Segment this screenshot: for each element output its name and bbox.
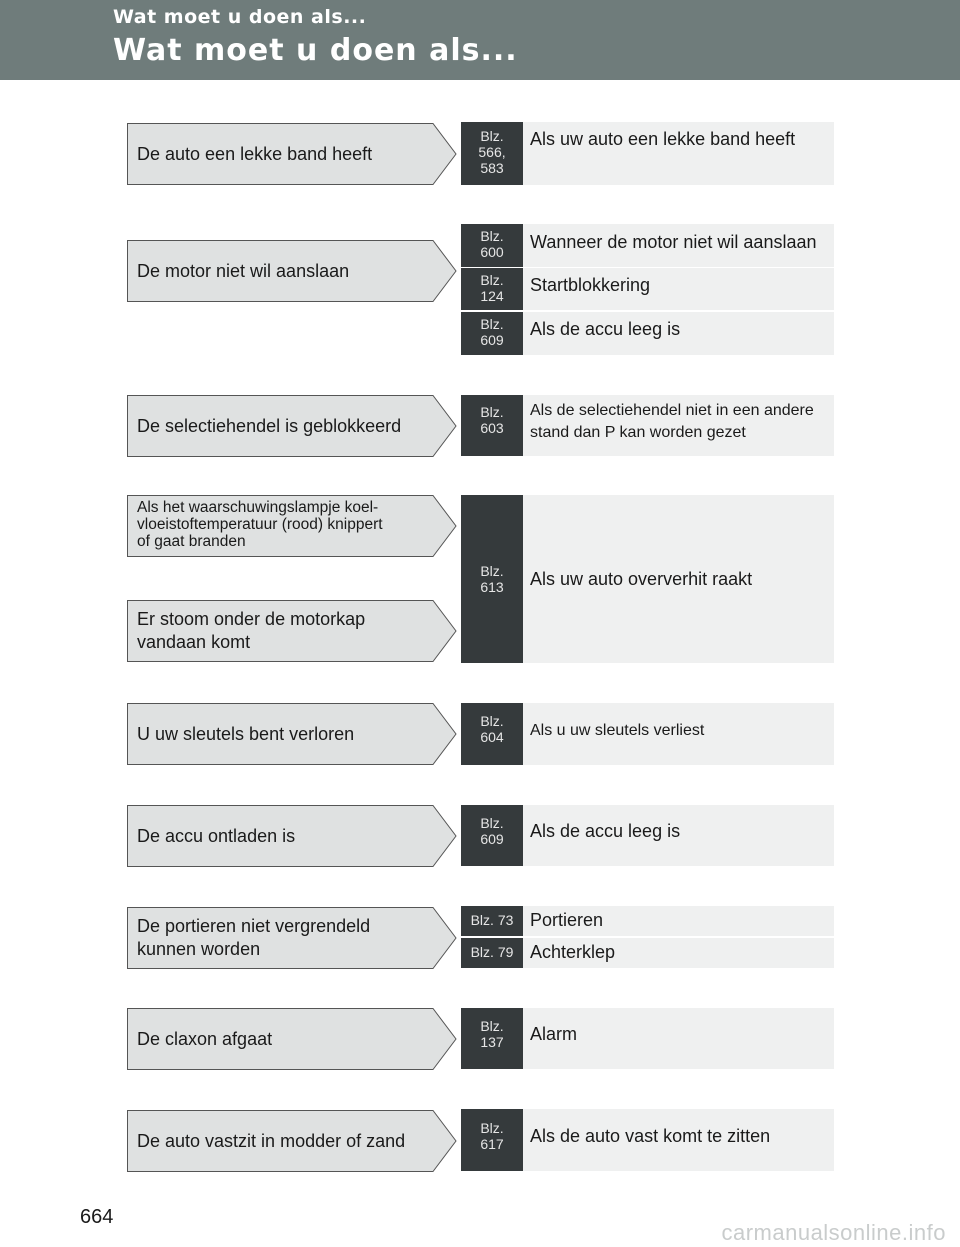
page-ref-badge: Blz. 603 [461, 395, 523, 456]
condition-box [127, 395, 457, 457]
condition-box [127, 1008, 457, 1070]
reference-text: Startblokkering [523, 268, 834, 310]
reference-text: Als uw auto een lekke band heeft [523, 122, 834, 185]
reference-text: Als u uw sleutels verliest [523, 703, 834, 765]
reference-text: Wanneer de motor niet wil aanslaan [523, 224, 834, 267]
condition-label: De accu ontladen is [137, 825, 296, 846]
condition-box [127, 240, 457, 302]
condition-label: U uw sleutels bent verloren [137, 723, 355, 744]
condition-label: Als het waarschuwingslampje koel- vloeistoftemperatuur (rood) knippert of gaat branden [137, 499, 383, 550]
condition-label: De portieren niet vergrendeld kunnen worden [137, 916, 371, 959]
section-header [0, 0, 960, 80]
reference-text: Portieren [523, 906, 834, 936]
page-ref-badge: Blz. 566, 583 [461, 122, 523, 185]
condition-box [127, 600, 457, 662]
page-ref-badge: Blz. 604 [461, 703, 523, 765]
reference-text: Als de accu leeg is [523, 805, 834, 866]
watermark: carmanualsonline.info [721, 1220, 946, 1245]
reference-text: Alarm [523, 1008, 834, 1069]
reference-text: Als de selectiehendel niet in een andere stand dan P kan worden gezet [523, 395, 834, 456]
condition-box [127, 123, 457, 185]
section-small-title: Wat moet u doen als... [113, 6, 367, 28]
reference-text: Als de auto vast komt te zitten [523, 1109, 834, 1171]
page-ref-badge: Blz. 124 [461, 268, 523, 310]
condition-box [127, 805, 457, 867]
page-ref-badge: Blz. 613 [461, 495, 523, 663]
condition-box [127, 1110, 457, 1172]
condition-label: De auto vastzit in modder of zand [137, 1130, 406, 1151]
reference-text: Als de accu leeg is [523, 312, 834, 355]
reference-text: Achterklep [523, 938, 834, 968]
condition-box [127, 703, 457, 765]
condition-label: De claxon afgaat [137, 1028, 273, 1049]
page-ref-badge: Blz. 609 [461, 312, 523, 355]
condition-label: De selectiehendel is geblokkeerd [137, 415, 402, 436]
reference-text: Als uw auto oververhit raakt [523, 495, 834, 663]
page-ref-badge: Blz. 73 [461, 906, 523, 936]
page-ref-badge: Blz. 600 [461, 224, 523, 267]
condition-label: De motor niet wil aanslaan [137, 260, 350, 281]
condition-label: De auto een lekke band heeft [137, 143, 373, 164]
page-ref-badge: Blz. 137 [461, 1008, 523, 1069]
condition-box [127, 495, 457, 557]
page-ref-badge: Blz. 617 [461, 1109, 523, 1171]
condition-label: Er stoom onder de motorkap vandaan komt [137, 609, 366, 652]
section-title: Wat moet u doen als... [113, 33, 518, 68]
page-ref-badge: Blz. 79 [461, 938, 523, 968]
page-number: 664 [80, 1206, 114, 1228]
page-ref-badge: Blz. 609 [461, 805, 523, 866]
condition-box [127, 907, 457, 969]
